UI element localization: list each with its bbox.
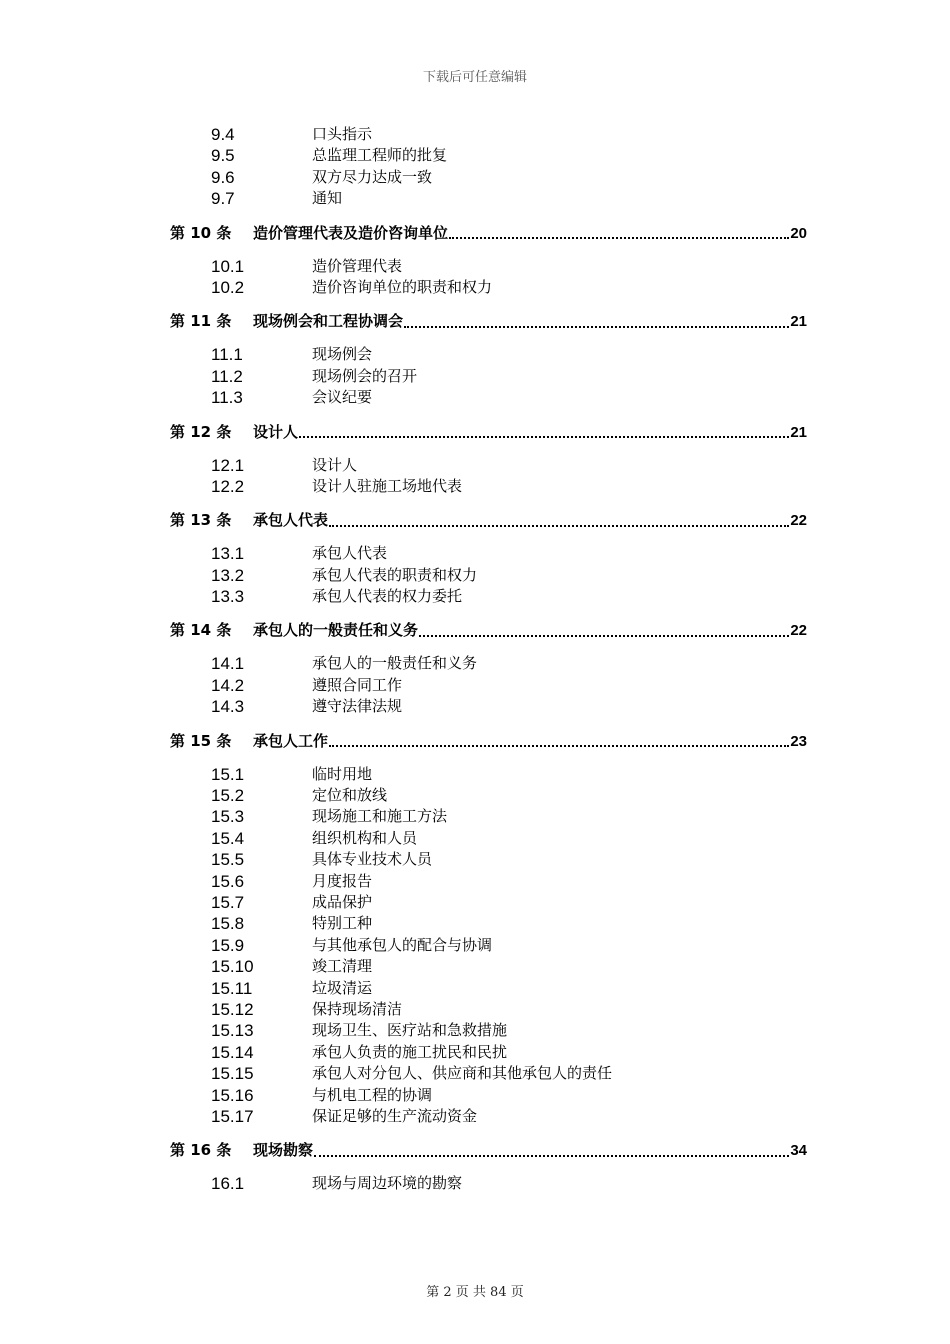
toc-subsection-title: 承包人代表: [312, 544, 388, 563]
toc-page-number: 34: [790, 1142, 807, 1160]
toc-subsection-number: 9.4: [211, 125, 235, 144]
toc-subsection-entry[interactable]: [0, 344, 950, 365]
toc-subsection-title: 具体专业技术人员: [312, 850, 433, 869]
toc-subsection-title: 现场施工和施工方法: [312, 807, 448, 826]
toc-subsection-title: 与机电工程的协调: [312, 1085, 433, 1104]
toc-subsection-number: 15.13: [211, 1021, 254, 1041]
toc-subsection-entry[interactable]: [0, 543, 950, 564]
toc-subsection-title: 设计人驻施工场地代表: [312, 476, 463, 495]
toc-section-line: [253, 510, 807, 531]
toc-subsection-title: 组织机构和人员: [312, 828, 418, 847]
toc-subsection-entry[interactable]: [0, 1042, 950, 1063]
toc-section-label: 第 11 条: [170, 312, 232, 331]
toc-subsection-number: 15.14: [211, 1042, 254, 1062]
toc-subsection-entry[interactable]: [0, 828, 950, 849]
toc-dot-leader: [329, 745, 789, 747]
toc-section-title: 承包人代表: [253, 511, 329, 530]
toc-section-entry[interactable]: [0, 1140, 950, 1160]
toc-subsection-title: 造价咨询单位的职责和权力: [312, 277, 493, 296]
toc-subsection-entry[interactable]: [0, 785, 950, 806]
toc-section-title: 现场勘察: [253, 1141, 314, 1160]
toc-subsection-title: 承包人的一般责任和义务: [312, 654, 478, 673]
toc-subsection-entry[interactable]: [0, 892, 950, 913]
toc-section-entry[interactable]: [0, 620, 950, 640]
toc-subsection-entry[interactable]: [0, 167, 950, 188]
toc-section-label: 第 14 条: [170, 621, 232, 640]
toc-subsection-number: 15.12: [211, 999, 254, 1019]
toc-subsection-number: 15.9: [211, 935, 245, 955]
page-footer: 第 2 页 共 84 页: [426, 1285, 524, 1300]
toc-subsection-entry[interactable]: [0, 653, 950, 674]
toc-subsection-number: 15.11: [211, 978, 253, 998]
toc-subsection-number: 14.1: [211, 654, 245, 674]
toc-subsection-entry[interactable]: [0, 871, 950, 892]
toc-dot-leader: [404, 326, 789, 328]
toc-subsection-number: 15.10: [211, 957, 254, 977]
toc-dot-leader: [419, 635, 789, 637]
table-of-contents: [0, 124, 950, 1195]
toc-subsection-title: 竣工清理: [312, 957, 373, 976]
toc-section-label: 第 15 条: [170, 731, 232, 750]
toc-dot-leader: [449, 237, 789, 239]
toc-section-line: [253, 422, 807, 443]
toc-subsection-number: 15.6: [211, 871, 245, 891]
toc-section-title: 现场例会和工程协调会: [253, 312, 404, 331]
toc-subsection-entry[interactable]: [0, 978, 950, 999]
toc-subsection-title: 承包人代表的权力委托: [312, 587, 463, 606]
toc-subsection-title: 设计人: [312, 455, 358, 474]
toc-subsection-title: 造价管理代表: [312, 256, 403, 275]
toc-subsection-title: 承包人代表的职责和权力: [312, 565, 478, 584]
toc-subsection-entry[interactable]: [0, 188, 950, 209]
toc-subsection-number: 10.2: [211, 277, 245, 297]
toc-subsection-title: 垃圾清运: [312, 978, 373, 997]
toc-subsection-entry[interactable]: [0, 696, 950, 717]
toc-subsection-title: 特别工种: [312, 914, 373, 933]
toc-subsection-title: 成品保护: [312, 892, 373, 911]
toc-subsection-entry[interactable]: [0, 145, 950, 166]
toc-dot-leader: [314, 1155, 789, 1157]
toc-subsection-title: 双方尽力达成一致: [312, 167, 433, 186]
toc-dot-leader: [299, 436, 789, 438]
toc-subsection-title: 遵守法律法规: [312, 697, 403, 716]
toc-subsection-title: 保持现场清洁: [312, 999, 403, 1018]
toc-subsection-number: 15.3: [211, 807, 245, 827]
toc-section-line: [253, 1140, 807, 1161]
toc-subsection-title: 承包人负责的施工扰民和民扰: [312, 1042, 508, 1061]
toc-subsection-number: 11.1: [211, 345, 243, 365]
toc-section-line: [253, 731, 807, 752]
toc-section-entry[interactable]: [0, 223, 950, 243]
toc-subsection-entry[interactable]: [0, 675, 950, 696]
toc-subsection-number: 15.1: [211, 764, 245, 784]
toc-subsection-entry[interactable]: [0, 277, 950, 298]
toc-subsection-entry[interactable]: [0, 1173, 950, 1194]
toc-subsection-title: 通知: [312, 189, 343, 208]
toc-subsection-number: 15.15: [211, 1064, 254, 1084]
toc-subsection-entry[interactable]: [0, 1106, 950, 1127]
toc-subsection-title: 与其他承包人的配合与协调: [312, 935, 493, 954]
toc-section-entry[interactable]: [0, 422, 950, 442]
toc-subsection-number: 9.5: [211, 146, 235, 166]
toc-subsection-number: 16.1: [211, 1174, 245, 1194]
toc-section-entry[interactable]: [0, 510, 950, 530]
toc-subsection-number: 13.1: [211, 544, 245, 564]
toc-subsection-entry[interactable]: [0, 476, 950, 497]
toc-subsection-entry[interactable]: [0, 935, 950, 956]
toc-subsection-number: 14.3: [211, 697, 245, 717]
toc-subsection-title: 现场例会的召开: [312, 366, 418, 385]
toc-subsection-entry[interactable]: [0, 764, 950, 785]
toc-subsection-title: 承包人对分包人、供应商和其他承包人的责任: [312, 1064, 613, 1083]
toc-subsection-entry[interactable]: [0, 366, 950, 387]
toc-subsection-number: 12.1: [211, 455, 245, 475]
toc-subsection-number: 15.5: [211, 850, 245, 870]
toc-section-entry[interactable]: [0, 311, 950, 331]
toc-subsection-title: 定位和放线: [312, 786, 388, 805]
toc-subsection-number: 13.3: [211, 587, 245, 607]
toc-subsection-number: 15.17: [211, 1106, 254, 1126]
toc-subsection-title: 临时用地: [312, 764, 373, 783]
toc-subsection-title: 现场卫生、医疗站和急救措施: [312, 1021, 508, 1040]
toc-section-title: 造价管理代表及造价咨询单位: [253, 223, 449, 242]
toc-subsection-entry[interactable]: [0, 806, 950, 827]
toc-section-label: 第 12 条: [170, 422, 232, 441]
toc-subsection-entry[interactable]: [0, 256, 950, 277]
toc-section-label: 第 13 条: [170, 511, 232, 530]
toc-subsection-number: 10.1: [211, 256, 245, 276]
toc-subsection-number: 14.2: [211, 675, 245, 695]
toc-subsection-entry[interactable]: [0, 565, 950, 586]
toc-subsection-number: 15.2: [211, 786, 245, 806]
toc-section-entry[interactable]: [0, 731, 950, 751]
toc-page-number: 23: [790, 732, 807, 750]
toc-subsection-entry[interactable]: [0, 956, 950, 977]
toc-subsection-title: 总监理工程师的批复: [312, 146, 448, 165]
toc-section-line: [253, 223, 807, 244]
toc-subsection-title: 月度报告: [312, 871, 373, 890]
toc-page-number: 21: [790, 423, 807, 441]
toc-subsection-number: 9.6: [211, 167, 235, 187]
toc-page-number: 21: [790, 313, 807, 331]
toc-subsection-number: 12.2: [211, 476, 245, 496]
toc-subsection-title: 现场例会: [312, 345, 373, 364]
toc-subsection-entry[interactable]: [0, 124, 950, 145]
toc-subsection-number: 11.2: [211, 366, 243, 386]
toc-subsection-number: 15.8: [211, 914, 245, 934]
toc-dot-leader: [329, 525, 789, 527]
toc-subsection-number: 11.3: [211, 388, 243, 408]
toc-subsection-entry[interactable]: [0, 455, 950, 476]
toc-subsection-entry[interactable]: [0, 913, 950, 934]
toc-subsection-title: 会议纪要: [312, 388, 373, 407]
toc-subsection-number: 15.4: [211, 828, 245, 848]
toc-subsection-title: 保证足够的生产流动资金: [312, 1106, 478, 1125]
toc-section-label: 第 16 条: [170, 1141, 232, 1160]
toc-subsection-entry[interactable]: [0, 586, 950, 607]
toc-subsection-entry[interactable]: [0, 849, 950, 870]
toc-subsection-entry[interactable]: [0, 1085, 950, 1106]
toc-section-label: 第 10 条: [170, 223, 232, 242]
toc-section-title: 设计人: [253, 422, 299, 441]
toc-page-number: 22: [790, 512, 807, 530]
toc-page-number: 22: [790, 622, 807, 640]
toc-subsection-title: 口头指示: [312, 125, 373, 143]
toc-subsection-number: 15.16: [211, 1085, 254, 1105]
toc-subsection-title: 遵照合同工作: [312, 675, 403, 694]
toc-subsection-number: 15.7: [211, 892, 245, 912]
toc-subsection-entry[interactable]: [0, 1063, 950, 1084]
toc-section-line: [253, 311, 807, 332]
toc-section-line: [253, 620, 807, 641]
toc-subsection-entry[interactable]: [0, 999, 950, 1020]
toc-subsection-number: 9.7: [211, 189, 235, 209]
toc-subsection-title: 现场与周边环境的勘察: [312, 1174, 463, 1193]
toc-subsection-entry[interactable]: [0, 1020, 950, 1041]
toc-subsection-entry[interactable]: [0, 387, 950, 408]
toc-subsection-number: 13.2: [211, 565, 245, 585]
toc-page-number: 20: [790, 224, 807, 242]
page-header: 下载后可任意编辑: [422, 70, 527, 85]
toc-section-title: 承包人的一般责任和义务: [253, 621, 419, 640]
toc-section-title: 承包人工作: [253, 731, 329, 750]
